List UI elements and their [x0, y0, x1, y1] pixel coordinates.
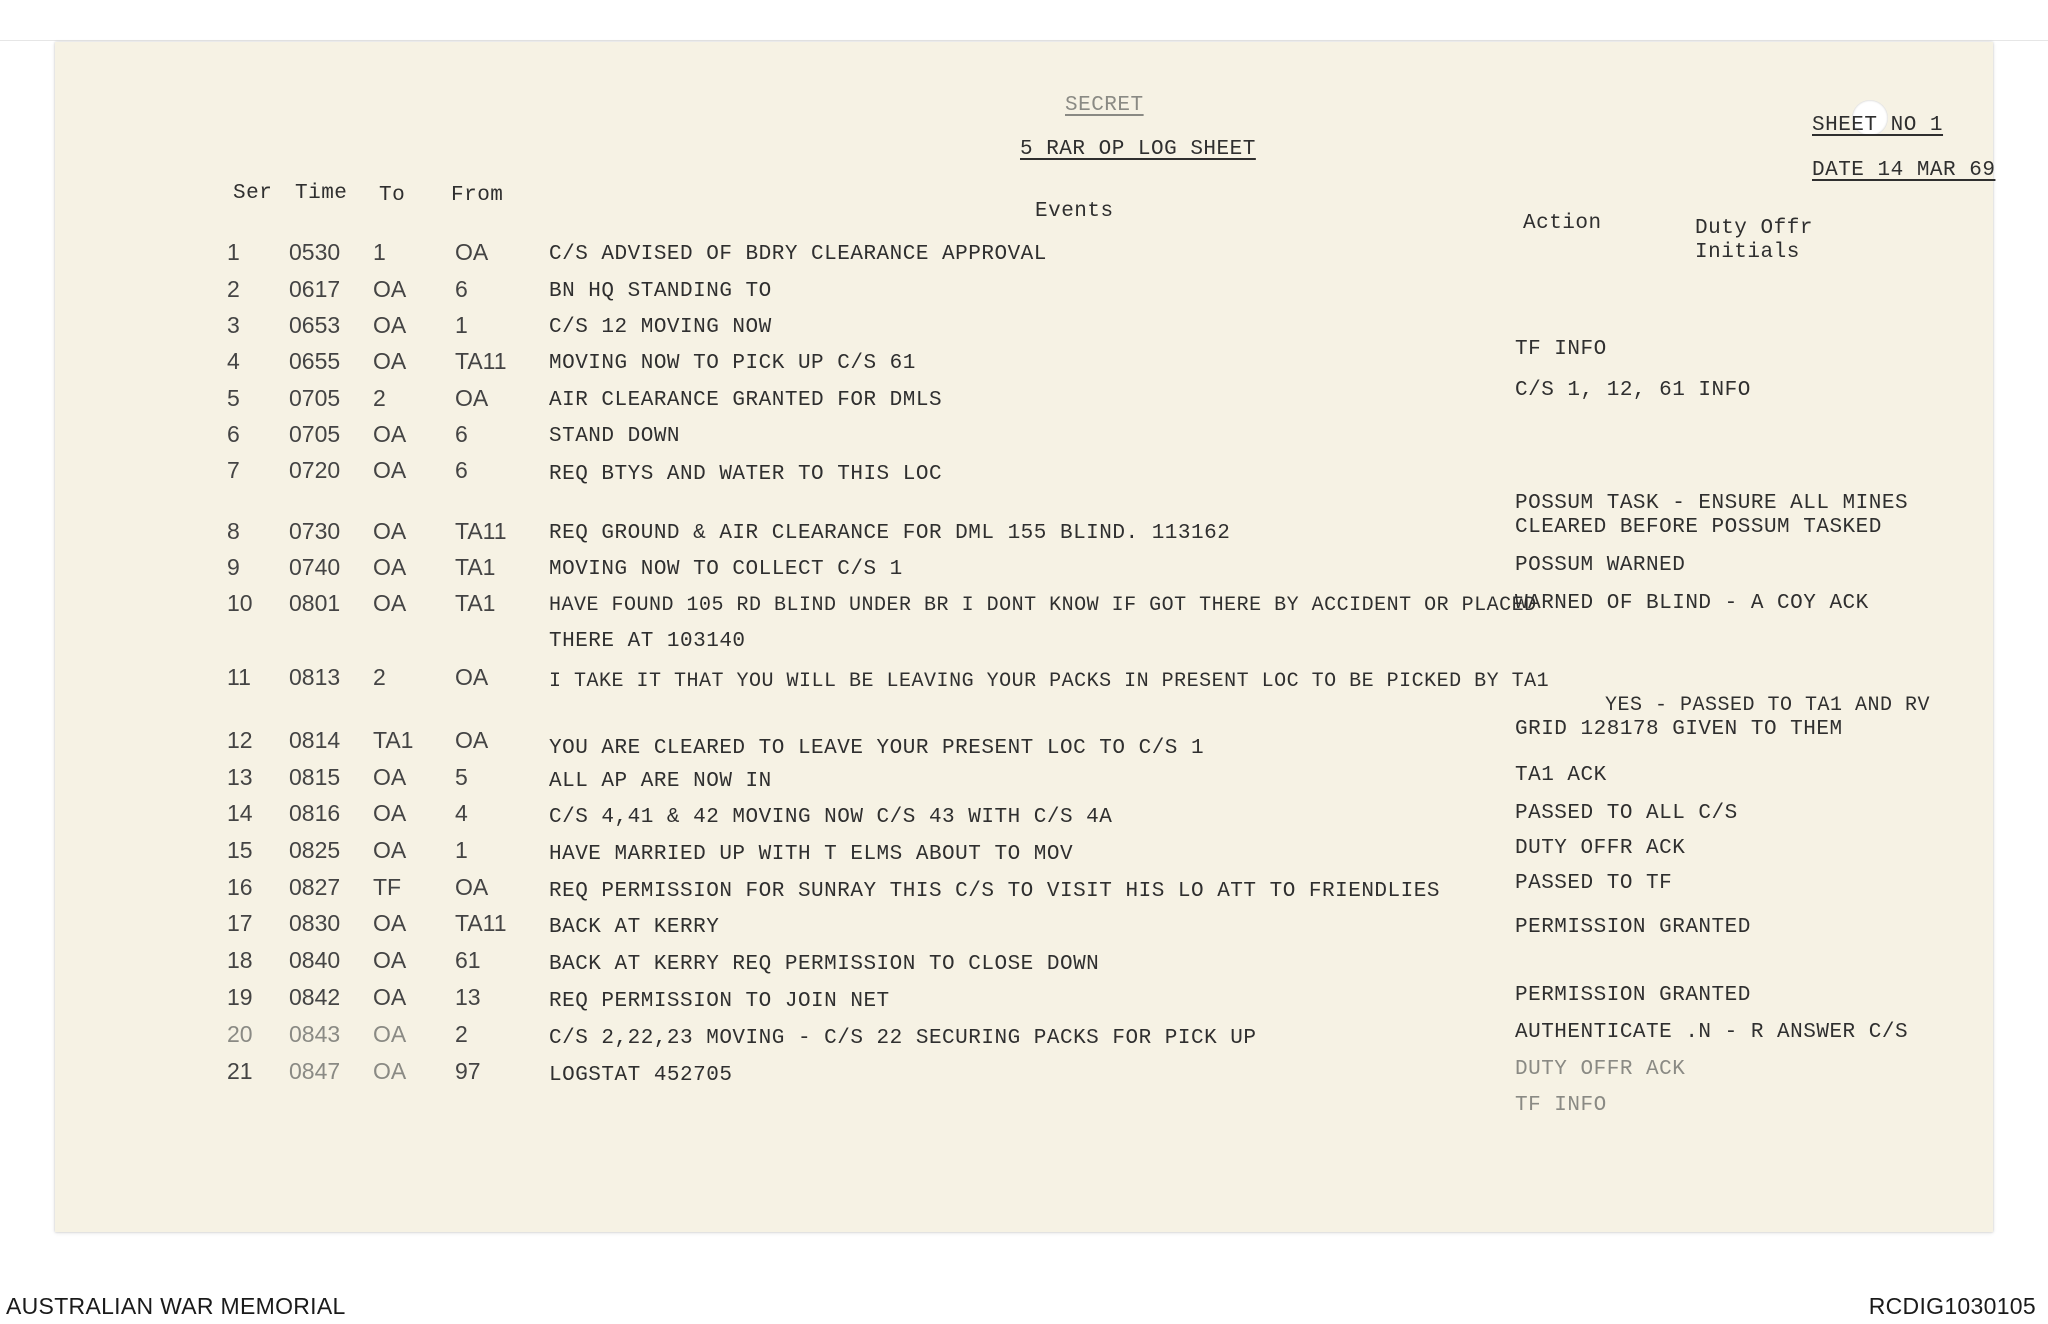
row-to: OA	[373, 837, 407, 863]
row-ser: 9	[227, 554, 240, 580]
log-sheet-paper	[55, 42, 1996, 1232]
row-event: REQ PERMISSION TO JOIN NET	[549, 990, 890, 1013]
row-time: 0815	[289, 764, 341, 790]
col-header-action: Action	[1523, 212, 1602, 235]
row-action: DUTY OFFR ACK	[1515, 837, 1686, 860]
row-ser: 8	[227, 518, 240, 544]
archive-id: RCDIG1030105	[1868, 1293, 2036, 1319]
log-row	[55, 421, 1993, 451]
row-ser: 10	[227, 590, 253, 616]
row-event: HAVE MARRIED UP WITH T ELMS ABOUT TO MOV	[549, 843, 1074, 866]
log-row	[55, 800, 1993, 830]
row-action: AUTHENTICATE .N - R ANSWER C/S	[1515, 1021, 1909, 1044]
row-ser: 18	[227, 947, 253, 973]
row-time: 0530	[289, 239, 341, 265]
row-time: 0814	[289, 727, 341, 753]
row-from: 1	[455, 312, 468, 338]
row-to: OA	[373, 1021, 407, 1047]
log-row	[55, 984, 1993, 1014]
row-to: OA	[373, 276, 407, 302]
col-header-time: Time	[295, 182, 348, 205]
row-from: TA1	[455, 590, 496, 616]
row-action: YES - PASSED TO TA1 AND RV	[1605, 694, 1931, 717]
log-row	[55, 379, 1993, 415]
row-action: C/S 1, 12, 61 INFO	[1515, 379, 1751, 402]
row-action-cont: TF INFO	[1515, 1094, 1607, 1117]
row-from: OA	[455, 874, 489, 900]
row-event: ALL AP ARE NOW IN	[549, 770, 772, 793]
row-ser: 21	[227, 1058, 253, 1084]
row-ser: 16	[227, 874, 253, 900]
col-header-duty-offr: Duty Offr	[1695, 217, 1813, 240]
row-event: BACK AT KERRY	[549, 916, 720, 939]
row-from: 4	[455, 800, 468, 826]
row-time: 0655	[289, 348, 341, 374]
log-row	[55, 910, 1993, 940]
row-time: 0617	[289, 276, 341, 302]
row-from: 6	[455, 457, 468, 483]
row-from: 13	[455, 984, 481, 1010]
row-ser: 19	[227, 984, 253, 1010]
row-from: OA	[455, 664, 489, 690]
row-ser: 20	[227, 1021, 253, 1047]
row-time: 0801	[289, 590, 341, 616]
row-to: OA	[373, 312, 407, 338]
row-event: C/S ADVISED OF BDRY CLEARANCE APPROVAL	[549, 243, 1047, 266]
row-time: 0730	[289, 518, 341, 544]
classification-stamp: SECRET	[1065, 94, 1144, 117]
row-event: C/S 2,22,23 MOVING - C/S 22 SECURING PACKS FOR PICK UP	[549, 1027, 1257, 1050]
log-row	[55, 1021, 1993, 1051]
row-action: POSSUM WARNED	[1515, 554, 1686, 577]
row-ser: 15	[227, 837, 253, 863]
row-from: OA	[455, 239, 489, 265]
row-event: REQ BTYS AND WATER TO THIS LOC	[549, 463, 943, 486]
row-to: 2	[373, 664, 386, 690]
sheet-date: DATE 14 MAR 69	[1812, 159, 1996, 182]
row-to: 1	[373, 239, 386, 265]
log-row	[55, 554, 1993, 584]
row-action: PASSED TO TF	[1515, 872, 1673, 895]
row-to: OA	[373, 984, 407, 1010]
row-from: TA11	[455, 518, 507, 544]
row-to: OA	[373, 764, 407, 790]
row-ser: 6	[227, 421, 240, 447]
row-time: 0740	[289, 554, 341, 580]
row-ser: 7	[227, 457, 240, 483]
row-event: BACK AT KERRY REQ PERMISSION TO CLOSE DOWN	[549, 953, 1100, 976]
row-from: 6	[455, 276, 468, 302]
archive-credit: AUSTRALIAN WAR MEMORIAL	[6, 1293, 346, 1319]
row-event: AIR CLEARANCE GRANTED FOR DMLS	[549, 389, 943, 412]
row-time: 0830	[289, 910, 341, 936]
top-divider	[0, 40, 2048, 41]
row-event: I TAKE IT THAT YOU WILL BE LEAVING YOUR PACKS IN PRESENT LOC TO BE PICKED BY TA1	[549, 670, 1550, 693]
row-time: 0847	[289, 1058, 341, 1084]
row-time: 0840	[289, 947, 341, 973]
row-event: REQ PERMISSION FOR SUNRAY THIS C/S TO VISIT HIS LO ATT TO FRIENDLIES	[549, 880, 1440, 903]
row-event: C/S 4,41 & 42 MOVING NOW C/S 43 WITH C/S 4A	[549, 806, 1113, 829]
row-to: OA	[373, 554, 407, 580]
col-header-to: To	[379, 184, 406, 207]
row-from: 5	[455, 764, 468, 790]
row-to: OA	[373, 1058, 407, 1084]
row-ser: 12	[227, 727, 253, 753]
row-from: 97	[455, 1058, 481, 1084]
row-time: 0843	[289, 1021, 341, 1047]
row-to: OA	[373, 421, 407, 447]
row-action-cont: CLEARED BEFORE POSSUM TASKED	[1515, 516, 1882, 539]
row-ser: 17	[227, 910, 253, 936]
row-time: 0842	[289, 984, 341, 1010]
log-row	[55, 276, 1993, 306]
row-to: OA	[373, 947, 407, 973]
row-ser: 4	[227, 348, 240, 374]
row-action: DUTY OFFR ACK	[1515, 1058, 1686, 1081]
row-time: 0825	[289, 837, 341, 863]
row-action: PASSED TO ALL C/S	[1515, 802, 1738, 825]
log-row	[55, 947, 1993, 977]
row-action: TF INFO	[1515, 338, 1607, 361]
row-time: 0705	[289, 421, 341, 447]
col-header-ser: Ser	[233, 182, 273, 205]
row-action: WARNED OF BLIND - A COY ACK	[1515, 592, 1869, 615]
row-from: 1	[455, 837, 468, 863]
col-header-initials: Initials	[1695, 241, 1800, 264]
row-time: 0705	[289, 385, 341, 411]
row-event: YOU ARE CLEARED TO LEAVE YOUR PRESENT LOC TO C/S 1	[549, 737, 1205, 760]
log-row	[55, 338, 1993, 378]
row-time: 0816	[289, 800, 341, 826]
sheet-ref: SHEET NO 1	[1812, 114, 1944, 137]
row-ser: 11	[227, 664, 251, 690]
log-row	[55, 312, 1993, 342]
log-row	[55, 1094, 1993, 1124]
row-from: TA11	[455, 348, 507, 374]
log-row	[55, 837, 1993, 867]
row-to: TA1	[373, 727, 414, 753]
row-from: 61	[455, 947, 481, 973]
row-to: OA	[373, 590, 407, 616]
row-to: OA	[373, 348, 407, 374]
page-title: 5 RAR OP LOG SHEET	[1020, 138, 1256, 161]
row-time: 0813	[289, 664, 341, 690]
row-event: STAND DOWN	[549, 425, 681, 448]
row-from: TA11	[455, 910, 507, 936]
row-to: OA	[373, 457, 407, 483]
row-action: PERMISSION GRANTED	[1515, 984, 1751, 1007]
row-time: 0827	[289, 874, 341, 900]
row-event: HAVE FOUND 105 RD BLIND UNDER BR I DONT KNOW IF GOT THERE BY ACCIDENT OR PLACED	[549, 594, 1537, 617]
row-to: TF	[373, 874, 402, 900]
row-ser: 5	[227, 385, 240, 411]
row-ser: 13	[227, 764, 253, 790]
row-event: LOGSTAT 452705	[549, 1064, 733, 1087]
row-from: TA1	[455, 554, 496, 580]
row-from: OA	[455, 727, 489, 753]
row-ser: 1	[227, 239, 240, 265]
row-action: PERMISSION GRANTED	[1515, 916, 1751, 939]
log-row	[55, 590, 1993, 653]
row-event: REQ GROUND & AIR CLEARANCE FOR DML 155 BLIND. 113162	[549, 522, 1231, 545]
log-row	[55, 727, 1993, 760]
row-event: C/S 12 MOVING NOW	[549, 316, 772, 339]
row-time: 0720	[289, 457, 341, 483]
row-to: 2	[373, 385, 386, 411]
row-ser: 3	[227, 312, 240, 338]
row-from: 2	[455, 1021, 468, 1047]
row-from: OA	[455, 385, 489, 411]
log-row	[55, 239, 1993, 269]
row-action: POSSUM TASK - ENSURE ALL MINES	[1515, 492, 1909, 515]
row-event: MOVING NOW TO PICK UP C/S 61	[549, 352, 916, 375]
log-row	[55, 1058, 1993, 1117]
row-action-cont: GRID 128178 GIVEN TO THEM	[1515, 718, 1843, 741]
row-to: OA	[373, 800, 407, 826]
row-to: OA	[373, 910, 407, 936]
row-action: TA1 ACK	[1515, 764, 1607, 787]
col-header-events: Events	[1035, 200, 1114, 223]
log-row	[55, 874, 1993, 904]
log-row	[55, 764, 1993, 794]
row-ser: 2	[227, 276, 240, 302]
row-from: 6	[455, 421, 468, 447]
row-to: OA	[373, 518, 407, 544]
log-row	[55, 457, 1993, 487]
log-row	[55, 492, 1993, 548]
row-event-cont: THERE AT 103140	[549, 630, 746, 653]
row-event: MOVING NOW TO COLLECT C/S 1	[549, 558, 903, 581]
row-time: 0653	[289, 312, 341, 338]
row-event: BN HQ STANDING TO	[549, 280, 772, 303]
col-header-from: From	[451, 184, 504, 207]
row-ser: 14	[227, 800, 253, 826]
